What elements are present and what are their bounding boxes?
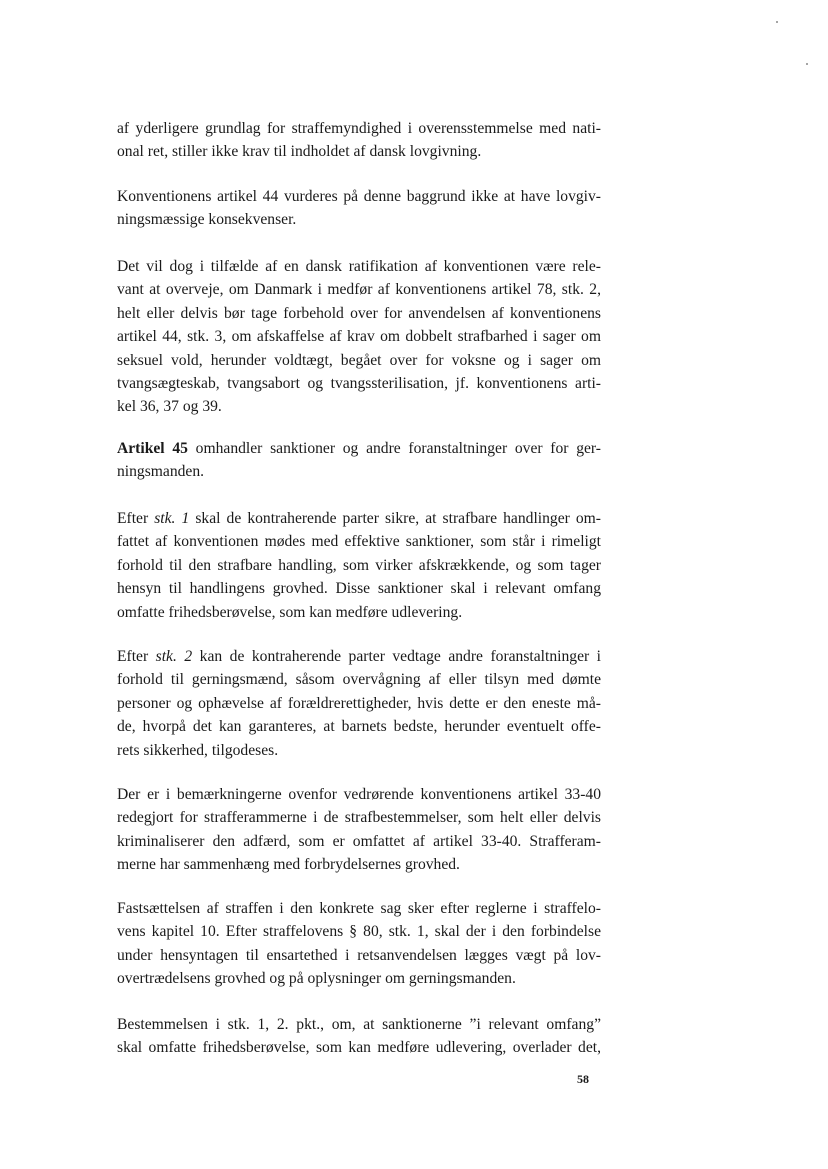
- paragraph-4: [117, 437, 601, 484]
- paragraph-5: [117, 507, 601, 624]
- text-line: [117, 437, 601, 460]
- text-line: helt eller delvis bør tage forbehold over for anvendelsen af konventionens: [117, 304, 601, 322]
- text-line: ningsmæssige konsekvenser.: [117, 211, 297, 229]
- text-line: Det vil dog i tilfælde af en dansk ratifikation af konventionen være rele-: [117, 258, 601, 275]
- paragraph-6: [117, 645, 601, 762]
- text-line: [117, 507, 601, 530]
- stk-reference: stk. 2: [155, 648, 193, 665]
- text-line: artikel 44, stk. 3, om afskaffelse af krav om dobbelt strafbarhed i sager om: [117, 328, 601, 346]
- text-line: vens kapitel 10. Efter straffelovens § 80, stk. 1, skal der i den forbindelse: [117, 923, 601, 941]
- page-number: 58: [577, 1072, 589, 1086]
- text-line: redegjort for strafferammerne i de strafbestemmelser, som helt eller delvis: [117, 809, 601, 827]
- text-line: kel 36, 37 og 39.: [117, 398, 222, 416]
- text-line: omfatte frihedsberøvelse, som kan medføre udlevering.: [117, 603, 463, 621]
- text-line: Konventionens artikel 44 vurderes på denne baggrund ikke at have lovgiv-: [117, 188, 601, 205]
- text-line: seksuel vold, herunder voldtægt, begået over for voksne og i sager om: [117, 351, 601, 369]
- paragraph-8: [117, 897, 601, 991]
- stk-reference: stk. 1: [154, 510, 190, 527]
- text-line: overtrædelsens grovhed og på oplysninger om gerningsmanden.: [117, 970, 516, 988]
- paragraph-2: [117, 185, 601, 232]
- paragraph-3: [117, 255, 601, 419]
- text-line: [117, 645, 601, 668]
- paragraph-9: [117, 1013, 601, 1060]
- text-line: fattet af konventionen mødes med effektive sanktioner, som står i rimeligt: [117, 533, 601, 551]
- text-line: Bestemmelsen i stk. 1, 2. pkt., om, at sanktionerne ”i relevant omfang”: [117, 1016, 601, 1033]
- text-line: forhold til den strafbare handling, som virker afskrækkende, og som tager: [117, 556, 601, 574]
- text-line: Fastsættelsen af straffen i den konkrete sag sker efter reglerne i straffelo-: [117, 900, 601, 917]
- text-line: forhold til gerningsmænd, såsom overvågning af eller tilsyn med dømte: [117, 671, 601, 689]
- text-line: onal ret, stiller ikke krav til indholdet af dansk lovgivning.: [117, 143, 482, 161]
- text-line: ningsmanden.: [117, 463, 205, 481]
- text-run: Efter: [117, 510, 155, 527]
- text-line: de, hvorpå det kan garanteres, at barnets bedste, herunder eventuelt offe-: [117, 718, 601, 736]
- paragraph-1: [117, 117, 601, 164]
- text-line: merne har sammenhæng med forbrydelsernes grovhed.: [117, 856, 460, 874]
- text-line: Der er i bemærkningerne ovenfor vedrørende konventionens artikel 33-40: [117, 786, 601, 803]
- text-line: under hensyntagen til ensartethed i retsanvendelsen lægges vægt på lov-: [117, 946, 601, 964]
- text-line: hensyn til handlingens grovhed. Disse sanktioner skal i relevant omfang: [117, 580, 601, 598]
- text-line: rets sikkerhed, tilgodeses.: [117, 741, 279, 759]
- text-line: vant at overveje, om Danmark i medfør af konventionens artikel 78, stk. 2,: [117, 281, 601, 299]
- text-run: skal de kontraherende parter sikre, at strafbare handlinger om-: [189, 510, 601, 527]
- text-line: tvangsægteskab, tvangsabort og tvangssterilisation, jf. konventionens arti-: [117, 374, 601, 392]
- text-line: kriminaliserer den adfærd, som er omfattet af artikel 33-40. Strafferam-: [117, 832, 601, 850]
- text-line: af yderligere grundlag for straffemyndighed i overensstemmelse med nati-: [117, 120, 601, 137]
- article-heading: Artikel 45: [117, 440, 188, 457]
- scan-speck: [776, 21, 778, 23]
- text-run: Efter: [117, 648, 156, 665]
- paragraph-7: [117, 783, 601, 877]
- text-line: skal omfatte frihedsberøvelse, som kan medføre udlevering, overlader det,: [117, 1039, 601, 1057]
- text-run: kan de kontraherende parter vedtage andre foranstaltninger i: [192, 648, 601, 665]
- text-run: omhandler sanktioner og andre foranstaltninger over for ger-: [187, 440, 601, 457]
- text-line: personer og ophævelse af forældrerettigheder, hvis dette er den eneste må-: [117, 694, 601, 712]
- scan-speck: [806, 63, 808, 65]
